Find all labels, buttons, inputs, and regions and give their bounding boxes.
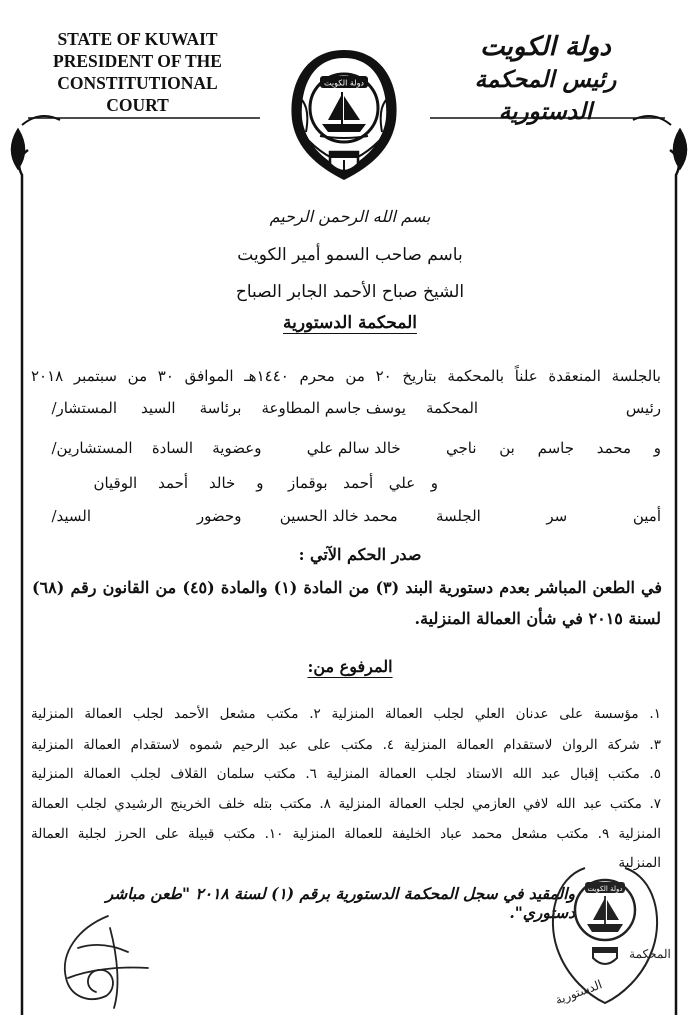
party-line: ٣. شركة الروان لاستقدام العمالة المنزلية ٤. مكتب على عبد الرحيم شموه لاستقدام العمالة المنزلية [31, 737, 661, 753]
party-line: المنزلية [618, 855, 661, 871]
member-name: و محمد جاسم بن ناجي [446, 439, 661, 457]
party-line: ١. مؤسسة على عدنان العلي لجلب العمالة المنزلية ٢. مكتب مشعل الأحمد لجلب العمالة المنزلية [31, 706, 661, 722]
presidency-row [31, 399, 661, 417]
intro-line: الشيخ صباح الأحمد الجابر الصباح [235, 282, 465, 302]
members-label: وعضوية السادة المستشارين/ [51, 439, 262, 457]
registration-line: والمقيد في سجل المحكمة الدستورية برقم (١) لسنة ٢٠١٨ "طعن مباشر دستوري". [105, 884, 575, 922]
letterhead-line: PRESIDENT OF THE [53, 51, 222, 71]
presidency-name: يوسف جاسم المطاوعة [261, 399, 406, 417]
party-line: ٥. مكتب إقبال عبد الله الاستاد لجلب العمالة المنزلية ٦. مكتب سلمان القلاف لجلب العمالة المنزلية [31, 766, 661, 782]
arabic-letterhead [438, 30, 653, 128]
signature-icon [48, 908, 158, 1013]
letterhead-line: دولة الكويت [480, 32, 611, 62]
presidency-title: رئيس المحكمة [426, 399, 661, 417]
kuwait-emblem-icon [280, 40, 408, 190]
presidency-label: برئاسة السيد المستشار/ [51, 399, 242, 417]
party-line: ٧. مكتب عبد الله لافي العازمي لجلب العمالة المنزلية ٨. مكتب بتله خلف الخرينج الرشيدي لجلب العمالة [31, 796, 661, 812]
court-name: المحكمة الدستورية [283, 313, 417, 333]
attendance-title: أمين سر الجلسة [436, 507, 661, 525]
member-name: خالد سالم علي [306, 439, 401, 457]
member-name: و خالد أحمد الوقيان [93, 474, 264, 492]
party-line: المنزلية ٩. مكتب مشعل محمد عباد الخليفة للعمالة المنزلية ١٠. مكتب قبيلة على الحرز لجلبة العمالة [31, 826, 661, 842]
letterhead-line: STATE OF KUWAIT [57, 29, 218, 49]
filed-by-heading: المرفوع من: [307, 657, 393, 676]
attendance-row [31, 507, 661, 525]
ruling-title: لسنة ٢٠١٥ في شأن العمالة المنزلية. [414, 609, 661, 628]
ruling-heading: صدر الحكم الآتي : [298, 545, 422, 564]
members-row-2 [38, 474, 438, 492]
attendance-name: محمد خالد الحسين [279, 507, 398, 525]
seal-text: المحكمة [629, 947, 671, 961]
seal-text: دولة الكويت [587, 885, 623, 893]
letterhead-line: رئيس المحكمة الدستورية [474, 66, 617, 125]
ruling-title: في الطعن المباشر بعدم دستورية البند (٣) من المادة (١) والمادة (٤٥) من القانون رقم (٦٨) [32, 578, 662, 597]
member-name: و علي أحمد بوقماز [288, 474, 438, 492]
members-row [31, 439, 661, 457]
english-letterhead [30, 28, 245, 116]
session-date-line: بالجلسة المنعقدة علناً بالمحكمة بتاريخ ٢٠ من محرم ١٤٤٠هـ الموافق ٣٠ من سبتمبر ٢٠١٨ [31, 367, 661, 385]
letterhead-line: CONSTITUTIONAL COURT [57, 73, 218, 115]
intro-line: باسم صاحب السمو أمير الكويت [237, 245, 463, 265]
court-seal-icon [545, 848, 671, 1008]
attendance-label: وحضور السيد/ [51, 507, 242, 525]
seal-text: الدستورية [553, 977, 604, 1008]
basmala: بسم الله الرحمن الرحيم [269, 207, 431, 226]
emblem-text: دولة الكويت [324, 78, 364, 88]
